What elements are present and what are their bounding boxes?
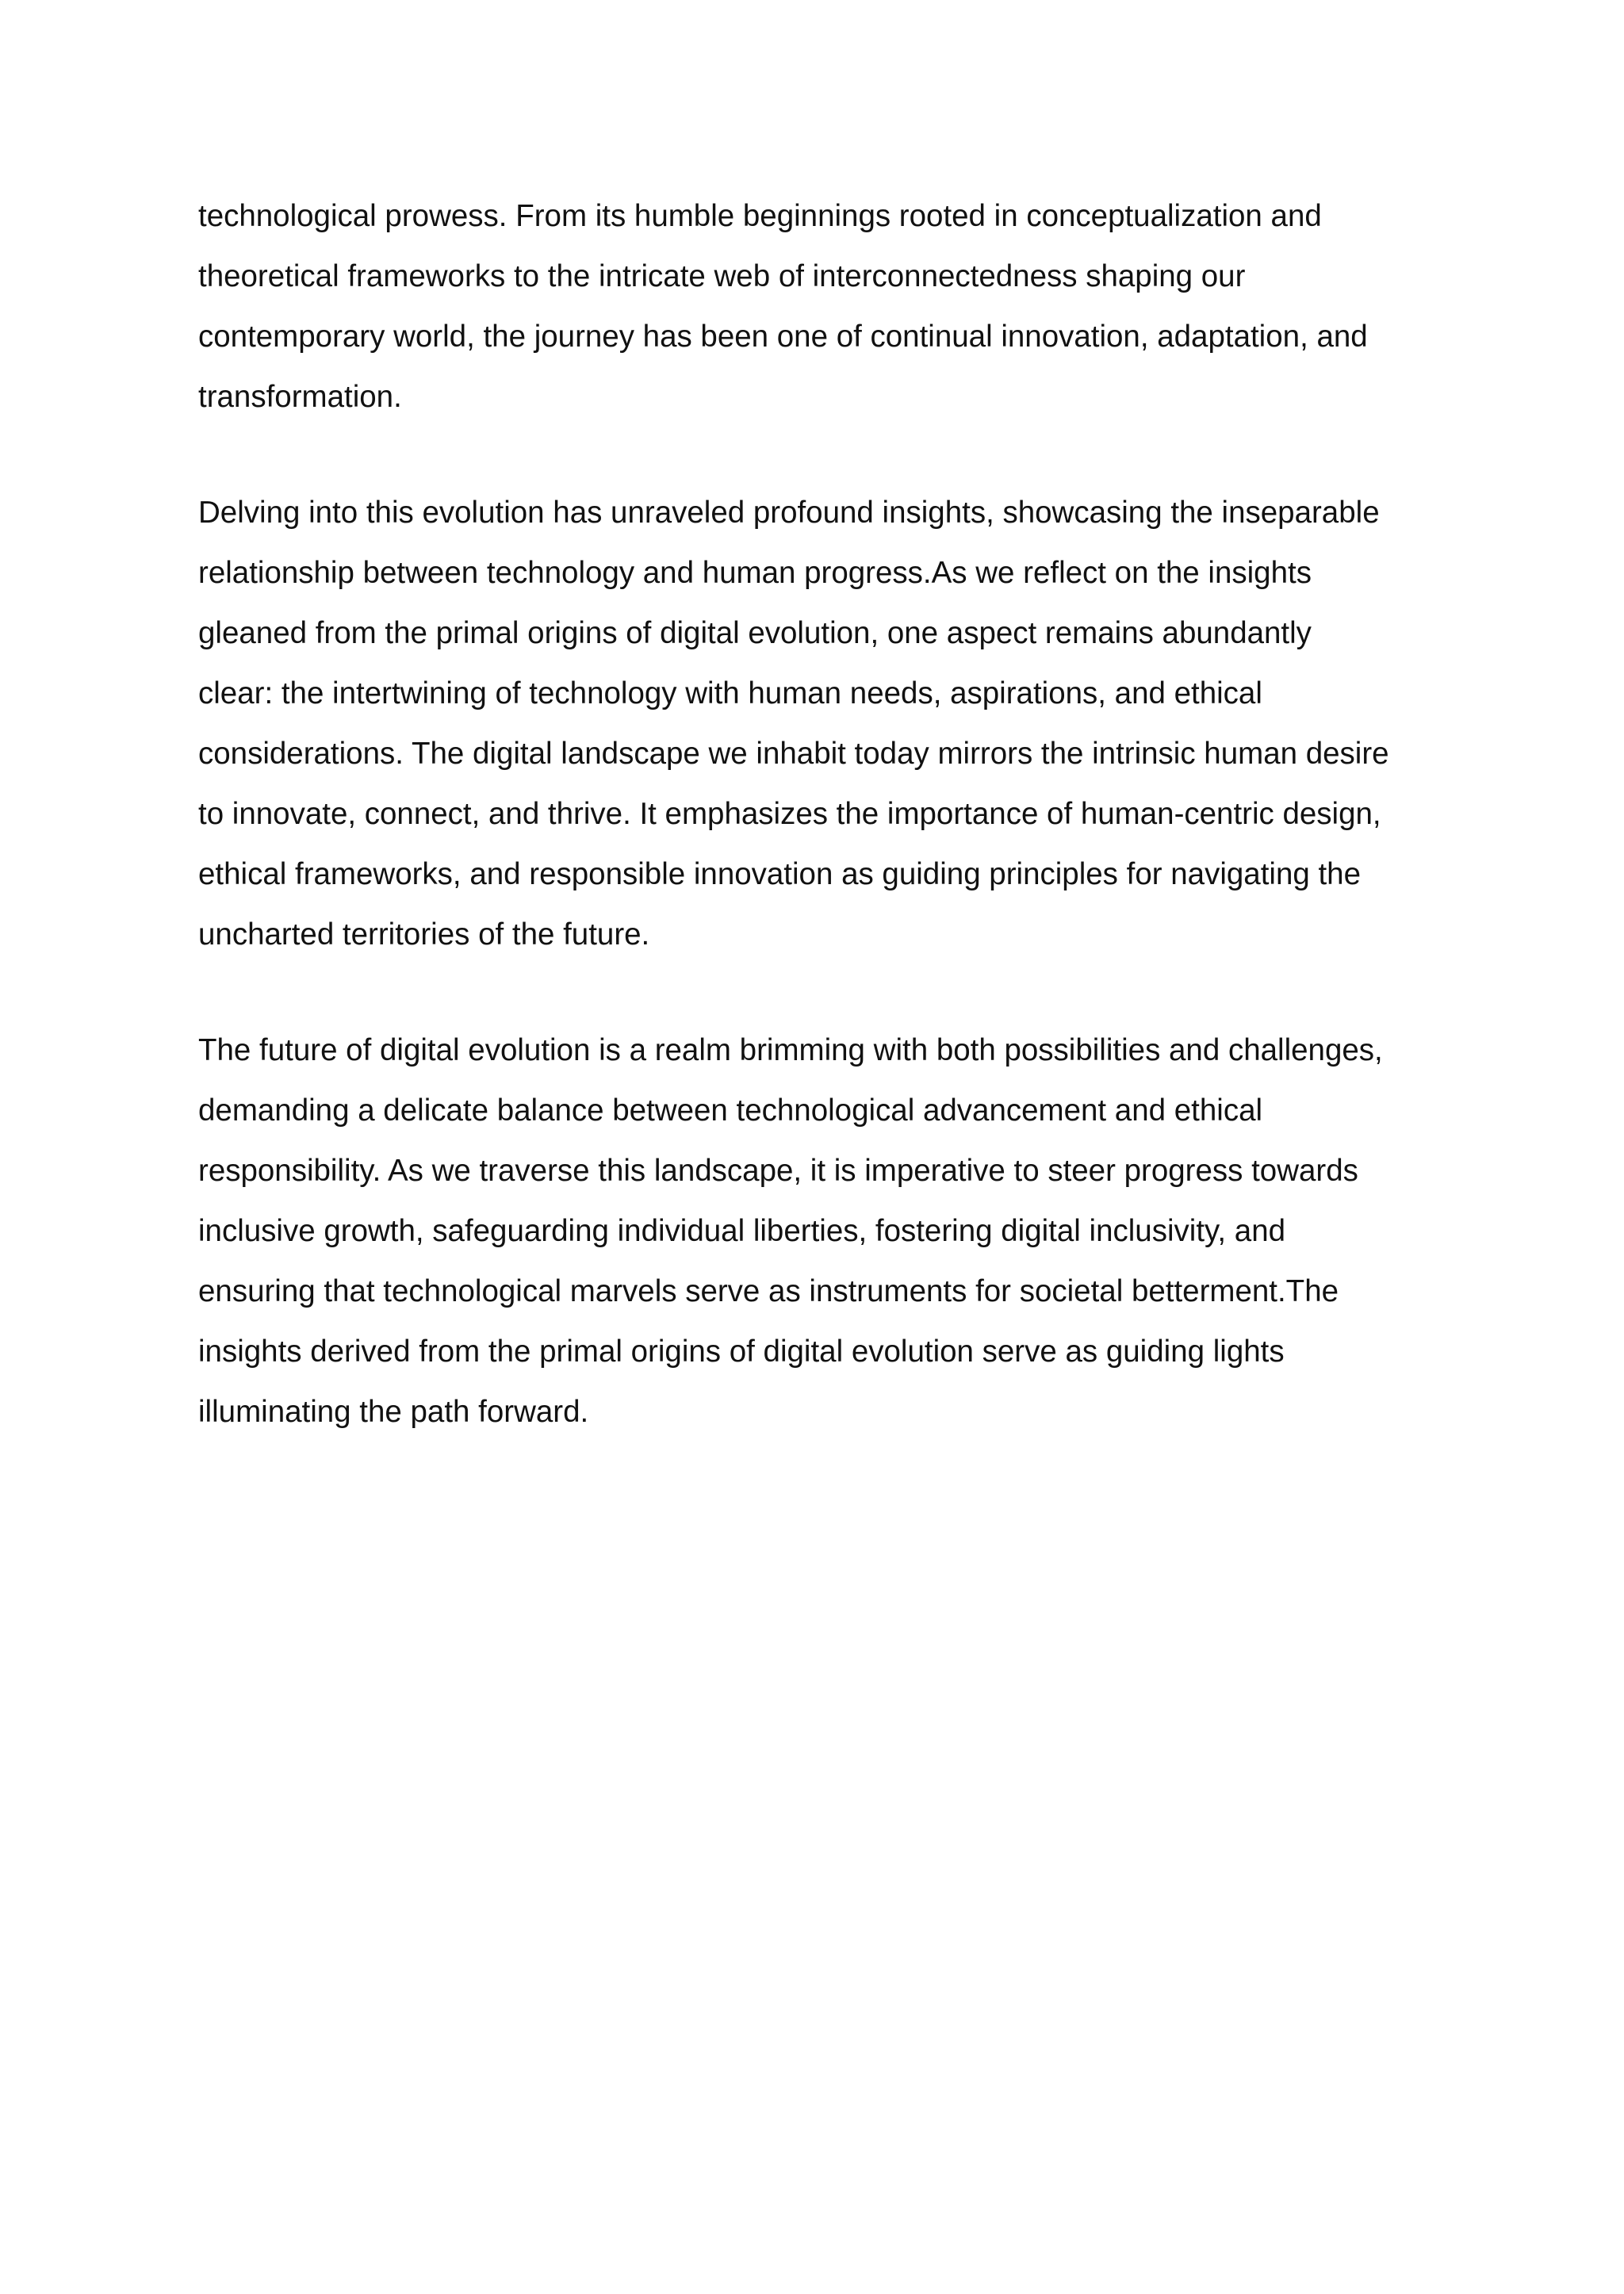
text-line: relationship between technology and human progress.As we reflect on the insights: [198, 556, 1312, 590]
text-line: contemporary world, the journey has been one of continual innovation, adaptation, and: [198, 320, 1368, 354]
text-line: The future of digital evolution is a realm brimming with both possibilities and challenges,: [198, 1033, 1383, 1067]
text-line: theoretical frameworks to the intricate web of interconnectedness shaping our: [198, 259, 1246, 293]
text-line: to innovate, connect, and thrive. It emphasizes the importance of human-centric design,: [198, 797, 1381, 831]
text-line: ensuring that technological marvels serve as instruments for societal betterment.The: [198, 1274, 1339, 1308]
paragraph-3: [198, 1021, 1451, 1442]
text-line: clear: the intertwining of technology with human needs, aspirations, and ethical: [198, 676, 1262, 710]
text-line: demanding a delicate balance between technological advancement and ethical: [198, 1093, 1263, 1128]
text-line: Delving into this evolution has unraveled profound insights, showcasing the inseparable: [198, 496, 1380, 530]
text-line: insights derived from the primal origins of digital evolution serve as guiding lights: [198, 1335, 1285, 1369]
paragraph-2: [198, 483, 1451, 965]
text-line: inclusive growth, safeguarding individual liberties, fostering digital inclusivity, and: [198, 1214, 1286, 1248]
text-line: responsibility. As we traverse this landscape, it is imperative to steer progress towards: [198, 1154, 1358, 1188]
paragraph-1: [198, 186, 1451, 427]
text-line: ethical frameworks, and responsible innovation as guiding principles for navigating the: [198, 857, 1361, 891]
text-line: illuminating the path forward.: [198, 1395, 589, 1429]
text-line: transformation.: [198, 380, 402, 414]
document-body: [198, 186, 1451, 1442]
text-line: technological prowess. From its humble beginnings rooted in conceptualization and: [198, 199, 1322, 233]
text-line: considerations. The digital landscape we inhabit today mirrors the intrinsic human desire: [198, 737, 1389, 771]
text-line: uncharted territories of the future.: [198, 917, 650, 952]
text-line: gleaned from the primal origins of digital evolution, one aspect remains abundantly: [198, 616, 1312, 650]
